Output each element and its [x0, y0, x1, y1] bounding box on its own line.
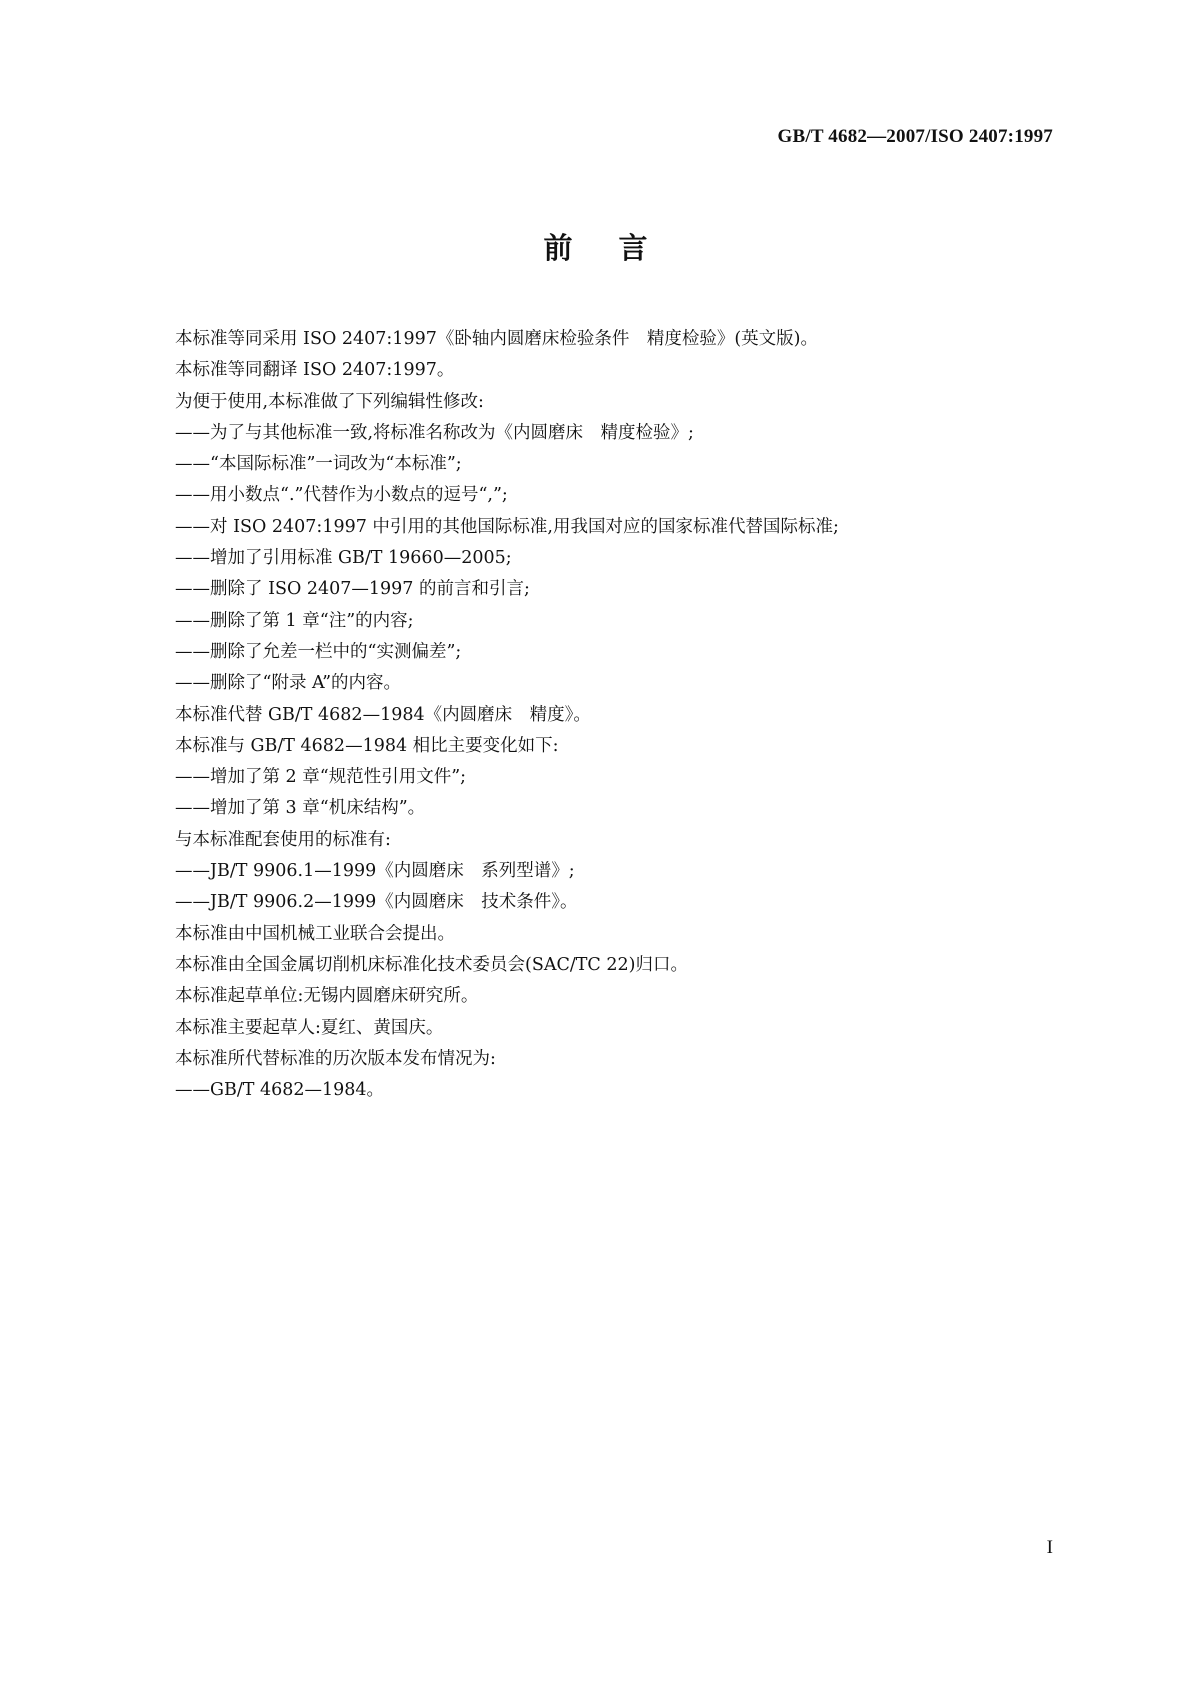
body-line: 本标准起草单位:无锡内圆磨床研究所。 — [175, 986, 479, 1007]
body-line: ——对 ISO 2407:1997 中引用的其他国际标准,用我国对应的国家标准代替国际标准; — [175, 516, 839, 537]
body-line: 本标准与 GB/T 4682—1984 相比主要变化如下: — [175, 735, 559, 756]
body-line: ——GB/T 4682—1984。 — [175, 1080, 385, 1101]
body-line: 本标准等同翻译 ISO 2407:1997。 — [175, 360, 455, 381]
body-line: ——“本国际标准”一词改为“本标准”; — [175, 454, 462, 475]
page-number: I — [1046, 1537, 1053, 1558]
body-line: 本标准代替 GB/T 4682—1984《内圆磨床 精度》。 — [175, 704, 591, 725]
body-line: ——JB/T 9906.2—1999《内圆磨床 技术条件》。 — [175, 892, 578, 913]
body-line: ——删除了 ISO 2407—1997 的前言和引言; — [175, 579, 530, 600]
body-line: ——增加了第 3 章“机床结构”。 — [175, 798, 426, 819]
body-line: 本标准主要起草人:夏红、黄国庆。 — [175, 1017, 444, 1038]
body-line: ——删除了“附录 A”的内容。 — [175, 673, 402, 694]
body-line: ——用小数点“.”代替作为小数点的逗号“,”; — [175, 485, 508, 506]
body-line: ——删除了允差一栏中的“实测偏差”; — [175, 641, 462, 662]
body-line: 本标准由全国金属切削机床标准化技术委员会(SAC/TC 22)归口。 — [175, 954, 688, 975]
body-line: ——JB/T 9906.1—1999《内圆磨床 系列型谱》; — [175, 861, 575, 882]
body-line: ——为了与其他标准一致,将标准名称改为《内圆磨床 精度检验》; — [175, 422, 694, 443]
body-line: ——删除了第 1 章“注”的内容; — [175, 610, 414, 631]
foreword-body — [175, 324, 1055, 1106]
body-line: 本标准由中国机械工业联合会提出。 — [175, 923, 455, 944]
body-line: ——增加了第 2 章“规范性引用文件”; — [175, 767, 467, 788]
body-line: 与本标准配套使用的标准有: — [175, 829, 391, 850]
standard-code-header: GB/T 4682—2007/ISO 2407:1997 — [777, 126, 1053, 147]
page-title: 前言 — [543, 231, 694, 265]
body-line: 为便于使用,本标准做了下列编辑性修改: — [175, 391, 484, 412]
body-line: 本标准所代替标准的历次版本发布情况为: — [175, 1048, 496, 1069]
body-line: 本标准等同采用 ISO 2407:1997《卧轴内圆磨床检验条件 精度检验》(英文版)。 — [175, 329, 818, 349]
body-line: ——增加了引用标准 GB/T 19660—2005; — [175, 548, 512, 569]
